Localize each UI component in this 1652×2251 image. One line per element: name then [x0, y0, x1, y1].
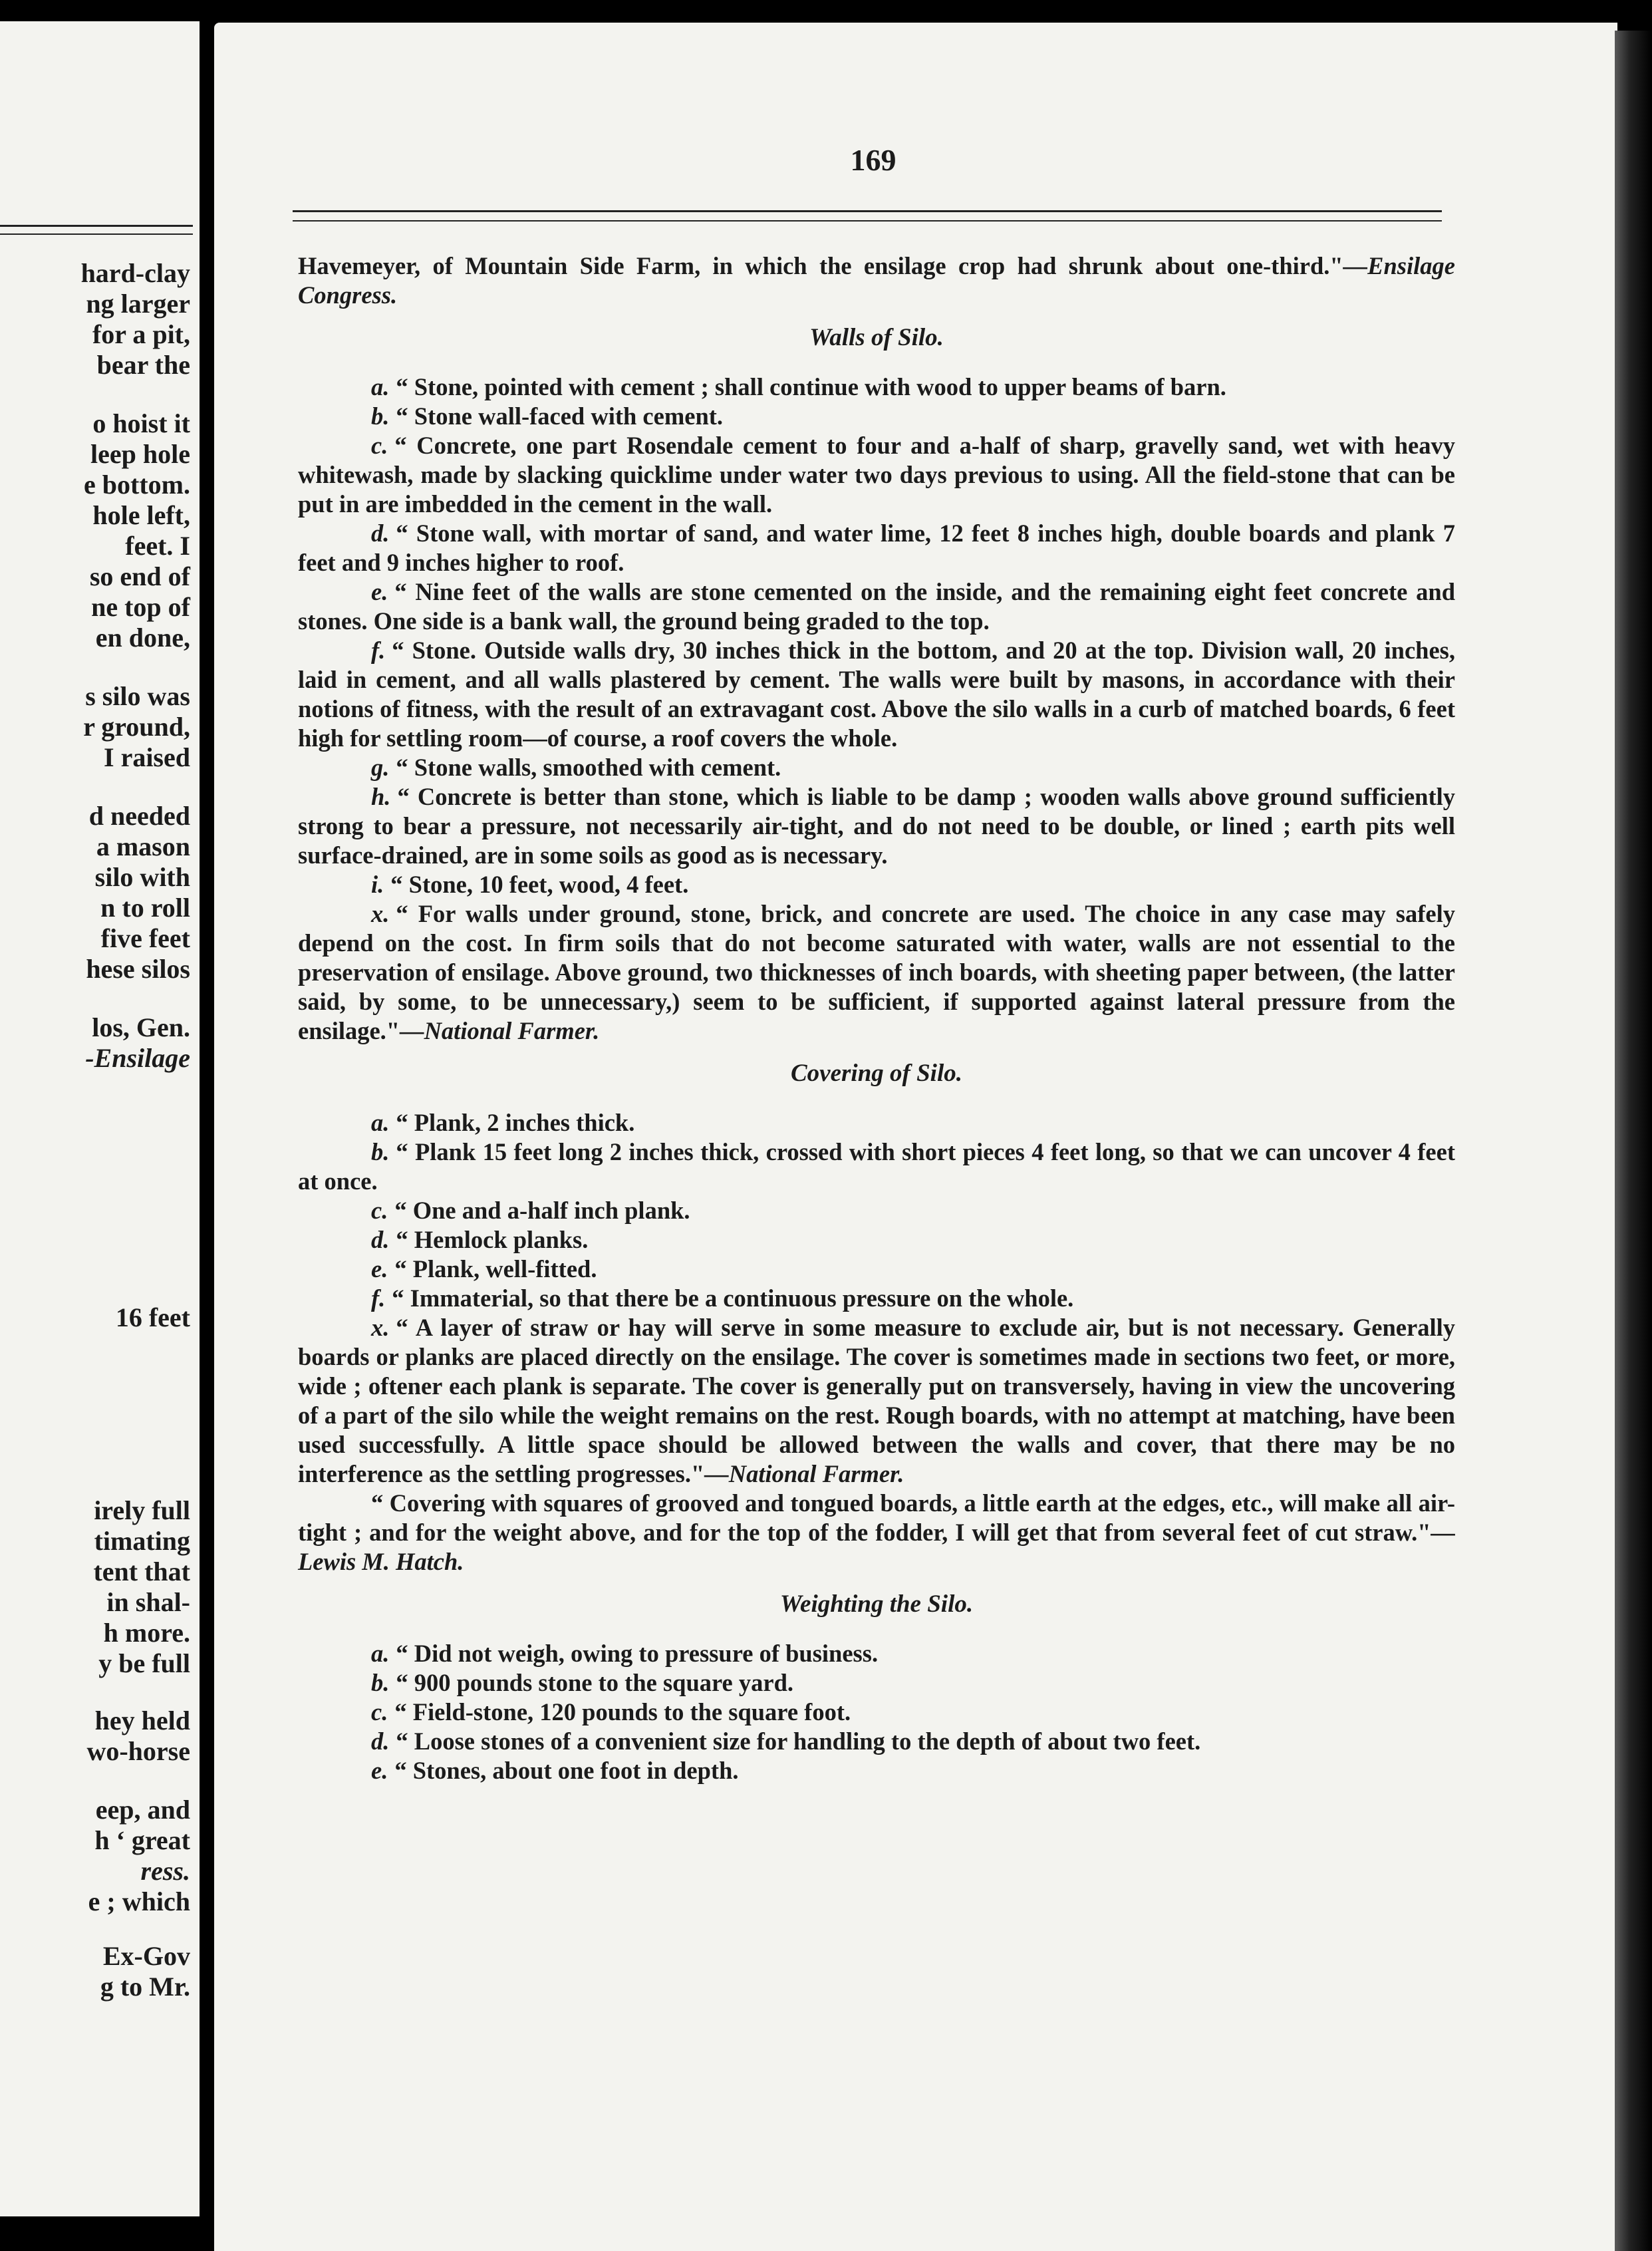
intro-text: Havemeyer, of Mountain Side Farm, in which the ensilage crop had shrunk about one-third." — [298, 252, 1343, 279]
item-label: b. — [371, 402, 390, 430]
item-text: “ Stone, 10 feet, wood, 4 feet. — [390, 871, 689, 898]
list-item — [298, 402, 1455, 431]
left-page-line: hese silos — [86, 954, 190, 984]
item-text: “ Plank 15 feet long 2 inches thick, crossed with short pieces 4 feet long, so that we can uncover 4 feet at once. — [298, 1138, 1455, 1195]
page-body — [298, 251, 1455, 1785]
item-text: “ For walls under ground, stone, brick, and concrete are used. The choice in any case may safely depend on the cost. In firm soils that do not become saturated with water, walls are not essential to the preservation of ensilage. Above ground, two thicknesses of inch boards, with sheeting paper between, (the latter said, by some, to be unnecessary,) seem to be sufficient, if supported against lateral pressure from the ensilage." — [298, 900, 1455, 1044]
item-text: “ Stones, about one foot in depth. — [394, 1757, 739, 1784]
item-text: “ Concrete is better than stone, which is liable to be damp ; wooden walls above ground sufficiently strong to bear a pressure, not necessarily air-tight, and do not need to be double, or lined ; earth pits well surface-drained, are in some soils as good as is necessary. — [298, 783, 1455, 869]
left-page-line: timating — [94, 1526, 190, 1556]
item-text: “ Hemlock planks. — [396, 1226, 589, 1253]
left-page-line: los, Gen. — [92, 1012, 190, 1042]
left-page-line: silo with — [94, 862, 190, 892]
list-item — [298, 1196, 1455, 1225]
left-page-line: feet. I — [125, 531, 190, 561]
left-page-fragment — [0, 21, 200, 2216]
left-page-line: g to Mr. — [100, 1972, 190, 2002]
left-page-line: h ‘ great — [94, 1825, 190, 1855]
left-page-line: wo-horse — [86, 1736, 190, 1766]
item-label: e. — [371, 1757, 388, 1784]
list-item — [298, 1108, 1455, 1137]
item-label: f. — [371, 637, 386, 664]
list-item — [298, 373, 1455, 402]
item-label: d. — [371, 1727, 390, 1755]
left-page-line: hole left, — [92, 500, 190, 530]
left-page-line: in shal- — [106, 1587, 190, 1617]
item-source: —National Farmer. — [400, 1017, 600, 1044]
left-page-line: 16 feet — [115, 1302, 190, 1332]
item-label: i. — [371, 871, 384, 898]
left-page-line: I raised — [104, 742, 190, 772]
item-label: x. — [371, 1314, 390, 1341]
walls-heading: Walls of Silo. — [809, 324, 944, 351]
item-text: “ Concrete, one part Rosendale cement to four and a-half of sharp, gravelly sand, wet with heavy whitewash, made by slacking quicklime under water two days previous to using. All the field-stone that can be put in are imbedded in the cement in the wall. — [298, 432, 1455, 518]
item-text: “ Did not weigh, owing to pressure of business. — [396, 1640, 879, 1667]
left-header-rule — [0, 225, 193, 235]
list-item — [298, 1668, 1455, 1698]
item-label: d. — [371, 520, 390, 547]
left-page-line: for a pit, — [92, 319, 190, 349]
list-item — [298, 1225, 1455, 1255]
left-page-line: d needed — [88, 801, 190, 831]
left-page-line: -Ensilage — [85, 1043, 190, 1073]
left-page-line: s silo was — [85, 681, 190, 711]
item-label: e. — [371, 1255, 388, 1282]
weighting-list — [298, 1639, 1455, 1785]
item-label: a. — [371, 1109, 390, 1136]
item-text: “ Nine feet of the walls are stone cemented on the inside, and the remaining eight feet concrete and stones. One side is a bank wall, the ground being graded to the top. — [298, 578, 1455, 635]
list-item — [298, 636, 1455, 753]
item-label: c. — [371, 432, 388, 459]
item-text: “ Plank, 2 inches thick. — [396, 1109, 635, 1136]
item-text: “ Field-stone, 120 pounds to the square foot. — [394, 1698, 851, 1726]
left-page-line: ne top of — [91, 592, 190, 622]
list-item — [298, 1727, 1455, 1756]
left-page-line: hey held — [94, 1706, 190, 1735]
hatch-quote-text: “ Covering with squares of grooved and tongued boards, a little earth at the edges, etc., will make all air-tight ; and for the weight above, and for the top of the fodder, I will get that from several feet of cut straw." — [298, 1489, 1455, 1546]
item-text: “ A layer of straw or hay will serve in some measure to exclude air, but is not necessary. Generally boards or planks are placed directly on the ensilage. The cover is sometimes made in sections two feet, or more, wide ; oftener each plank is separate. The cover is generally put on transversely, having in view the uncovering of a part of the silo while the weight remains on the rest. Rough boards, with no attempt at matching, have been used successfully. A little space should be allowed between the walls and cover, that there may be no interference as the settling progresses." — [298, 1314, 1455, 1487]
intro-source: —Ensilage Congress. — [298, 252, 1455, 309]
item-label: c. — [371, 1698, 388, 1726]
left-page-line: n to roll — [100, 893, 190, 923]
item-label: a. — [371, 373, 390, 400]
item-text: “ 900 pounds stone to the square yard. — [396, 1669, 793, 1696]
list-item — [298, 431, 1455, 519]
list-item — [298, 782, 1455, 870]
left-page-line: five feet — [100, 923, 190, 953]
left-page-line: ng larger — [86, 289, 190, 319]
walls-list — [298, 373, 1455, 1046]
hatch-quote-source: —Lewis M. Hatch. — [298, 1519, 1455, 1575]
list-item — [298, 519, 1455, 577]
list-item — [298, 753, 1455, 782]
left-page-line: leep hole — [90, 439, 190, 469]
weighting-heading: Weighting the Silo. — [779, 1590, 974, 1618]
item-label: f. — [371, 1284, 386, 1312]
item-label: d. — [371, 1226, 390, 1253]
left-page-line: irely full — [94, 1495, 190, 1525]
item-label: e. — [371, 578, 388, 605]
item-label: b. — [371, 1669, 390, 1696]
left-page-line: hard-clay — [80, 258, 190, 288]
covering-list — [298, 1108, 1455, 1489]
left-page-line: Ex-Gov — [102, 1941, 190, 1971]
list-item — [298, 1313, 1455, 1489]
left-page-line: a mason — [96, 831, 190, 861]
intro-paragraph — [298, 251, 1455, 310]
item-text: “ Loose stones of a convenient size for handling to the depth of about two feet. — [396, 1727, 1201, 1755]
list-item — [298, 577, 1455, 636]
list-item — [298, 1698, 1455, 1727]
left-page-line: so end of — [89, 561, 190, 591]
hatch-quote — [298, 1489, 1455, 1576]
left-page-line: r ground, — [83, 712, 190, 742]
item-label: h. — [371, 783, 391, 810]
item-text: “ Stone, pointed with cement ; shall continue with wood to upper beams of barn. — [396, 373, 1226, 400]
item-label: a. — [371, 1640, 390, 1667]
covering-heading: Covering of Silo. — [791, 1060, 962, 1087]
left-page-line: bear the — [96, 350, 190, 380]
list-item — [298, 1137, 1455, 1196]
list-item — [298, 1284, 1455, 1313]
item-label: b. — [371, 1138, 390, 1165]
item-text: “ Stone walls, smoothed with cement. — [396, 754, 781, 781]
item-text: “ Stone wall, with mortar of sand, and water lime, 12 feet 8 inches high, double boards and plank 7 feet and 9 inches higher to roof. — [298, 520, 1455, 576]
list-item — [298, 1255, 1455, 1284]
left-page-line: e ; which — [88, 1886, 190, 1916]
list-item — [298, 1639, 1455, 1668]
list-item — [298, 870, 1455, 899]
header-rule — [293, 210, 1442, 222]
left-page-line: y be full — [98, 1648, 190, 1678]
item-text: “ One and a-half inch plank. — [394, 1197, 690, 1224]
left-page-line: tent that — [93, 1557, 190, 1586]
left-page-line: ress. — [140, 1856, 190, 1886]
page-edge — [1615, 31, 1652, 2251]
left-page-line: eep, and — [95, 1795, 190, 1825]
item-text: “ Immaterial, so that there be a continuous pressure on the whole. — [392, 1284, 1074, 1312]
page-number: 169 — [850, 143, 896, 177]
list-item — [298, 1756, 1455, 1785]
item-text: “ Plank, well-fitted. — [394, 1255, 597, 1282]
left-page-line: o hoist it — [92, 408, 190, 438]
item-source: —National Farmer. — [704, 1460, 904, 1487]
item-text: “ Stone. Outside walls dry, 30 inches thick in the bottom, and 20 at the top. Division wall, 20 inches, laid in cement, and all walls plastered by cement. The walls were built by masons, in accordance with their notions of fitness, with the result of an extravagant cost. Above the silo walls in a curb of matched boards, 6 feet high for settling room—of course, a roof covers the whole. — [298, 637, 1455, 752]
item-label: c. — [371, 1197, 388, 1224]
item-label: g. — [371, 754, 390, 781]
list-item — [298, 899, 1455, 1046]
left-page-line: e bottom. — [84, 470, 190, 500]
left-page-line: h more. — [103, 1618, 190, 1648]
item-label: x. — [371, 900, 390, 927]
item-text: “ Stone wall-faced with cement. — [396, 402, 724, 430]
left-page-line: en done, — [95, 623, 190, 653]
